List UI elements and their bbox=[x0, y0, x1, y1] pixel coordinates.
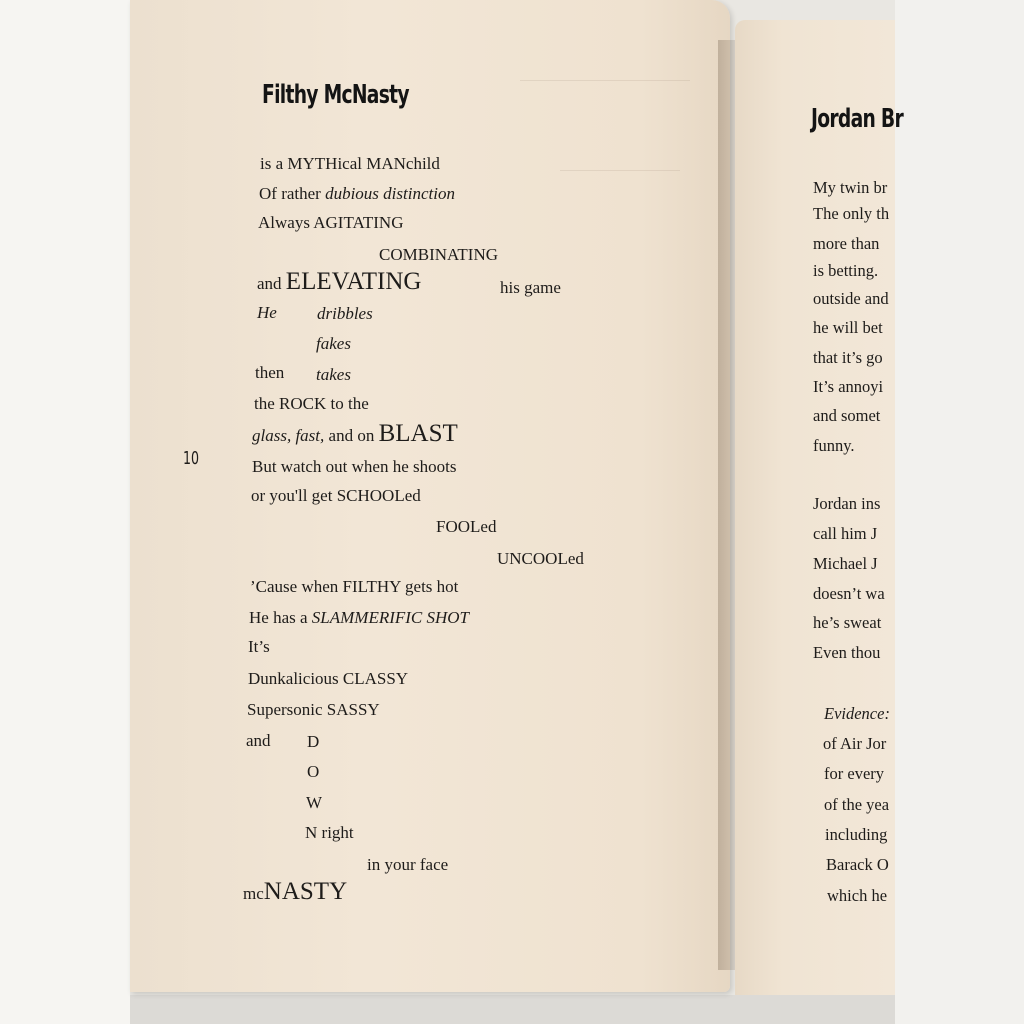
show-through-text bbox=[520, 80, 690, 141]
poem-line: and bbox=[246, 731, 271, 750]
right-page-line: My twin br bbox=[813, 178, 888, 197]
poem-line bbox=[252, 420, 458, 448]
poem-line: N right bbox=[305, 823, 354, 842]
right-page-line: Barack O bbox=[826, 855, 889, 874]
right-page-line: Evidence: bbox=[824, 704, 890, 723]
poem-text-italic: SLAMMERIFIC SHOT bbox=[311, 608, 470, 627]
poem-line: takes bbox=[316, 365, 351, 384]
right-page-line: Michael J bbox=[813, 554, 878, 573]
poem-line: UNCOOLed bbox=[497, 549, 584, 568]
background-left bbox=[0, 0, 130, 1024]
poem-line bbox=[257, 268, 421, 296]
right-page-line: of Air Jor bbox=[823, 734, 887, 753]
poem-line: W bbox=[306, 793, 323, 812]
left-page bbox=[130, 0, 730, 992]
poem-text-italic: glass, fast, bbox=[252, 426, 325, 445]
right-page-line: is betting. bbox=[813, 261, 879, 280]
show-through-text bbox=[560, 170, 680, 241]
poem-text: and bbox=[257, 274, 286, 293]
poem-line: It’s bbox=[248, 637, 270, 656]
poem-line bbox=[243, 878, 347, 906]
right-page-line: he’s sweat bbox=[813, 613, 882, 632]
right-page-line: The only th bbox=[813, 204, 890, 223]
poem-line: then bbox=[255, 363, 285, 382]
poem-line: FOOLed bbox=[436, 517, 497, 536]
right-page-line: Jordan ins bbox=[813, 494, 881, 513]
poem-line: is a MYTHical MANchild bbox=[260, 154, 440, 173]
right-page-line: outside and bbox=[813, 289, 889, 308]
right-page-line: funny. bbox=[813, 436, 855, 455]
right-page-title: Jordan Br bbox=[811, 104, 903, 134]
poem-line: Always AGITATING bbox=[258, 213, 404, 232]
poem-line: But watch out when he shoots bbox=[252, 457, 457, 476]
page-number: 10 bbox=[183, 448, 200, 469]
poem-text: Of rather bbox=[259, 184, 326, 203]
poem-text: and on bbox=[324, 426, 379, 445]
right-page-line: including bbox=[825, 825, 888, 844]
poem-line: his game bbox=[500, 278, 561, 297]
right-page-line: for every bbox=[824, 764, 885, 783]
poem-line: in your face bbox=[367, 855, 449, 874]
poem-text-large: BLAST bbox=[378, 420, 458, 447]
right-page-line: and somet bbox=[813, 406, 881, 425]
poem-line bbox=[259, 184, 455, 204]
poem-line: dribbles bbox=[317, 304, 373, 323]
right-page-line: Even thou bbox=[813, 643, 881, 662]
poem-text-italic: dubious distinction bbox=[325, 184, 455, 203]
poem-title: Filthy McNasty bbox=[262, 80, 409, 110]
background-right bbox=[895, 0, 1024, 1024]
poem-line bbox=[249, 608, 469, 628]
right-page-line: doesn’t wa bbox=[813, 584, 885, 603]
poem-line: or you'll get SCHOOLed bbox=[251, 486, 421, 505]
poem-text-large: ELEVATING bbox=[285, 268, 422, 295]
poem-text: He has a bbox=[249, 608, 312, 627]
poem-line: COMBINATING bbox=[379, 245, 498, 264]
poem-line: ’Cause when FILTHY gets hot bbox=[250, 577, 459, 596]
right-page-line: It’s annoyi bbox=[813, 377, 884, 396]
background-bottom bbox=[130, 995, 895, 1024]
poem-line: the ROCK to the bbox=[254, 394, 369, 413]
right-page-line: of the yea bbox=[824, 795, 890, 814]
right-page-line: more than bbox=[813, 234, 880, 253]
poem-line: D bbox=[307, 732, 320, 751]
poem-text-large: NASTY bbox=[263, 878, 348, 905]
poem-line: Supersonic SASSY bbox=[247, 700, 380, 719]
right-page-line: he will bet bbox=[813, 318, 883, 337]
poem-line: He bbox=[257, 303, 277, 322]
poem-line: fakes bbox=[316, 334, 351, 353]
poem-line: O bbox=[307, 762, 320, 781]
right-page-line: call him J bbox=[813, 524, 878, 543]
right-page-line: which he bbox=[827, 886, 888, 905]
poem-line: Dunkalicious CLASSY bbox=[248, 669, 409, 688]
right-page-line: that it’s go bbox=[813, 348, 883, 367]
poem-text: mc bbox=[243, 884, 264, 903]
